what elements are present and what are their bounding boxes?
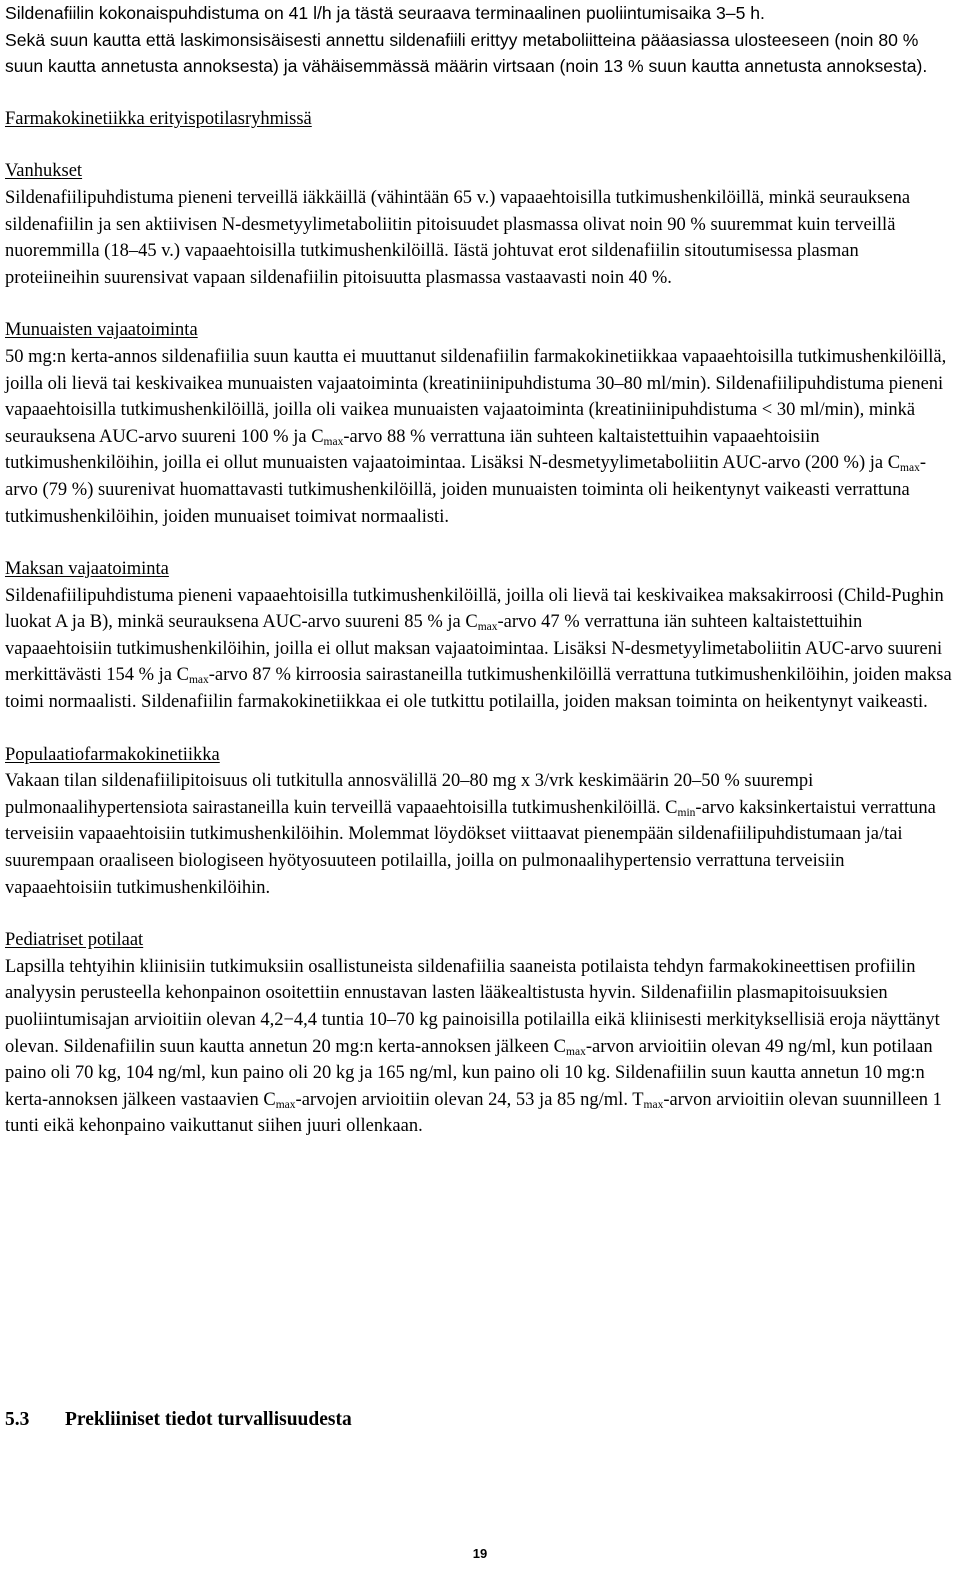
elderly-heading: Vanhukset [5, 161, 83, 182]
population-text-2: -arvo kaksinkertaistui verrattuna terveisiin vapaaehtoisiin tutkimushenkilöihin. Molemmat löydökset viittaavat pienempään sildenafiilipuhdistumaan ja/tai suurempaan oraaliseen biologiseen hyötyosuuteen potilailla, joilla on pulmonaalihypertensio verrattuna terveisiin vapaaehtoisiin tutkimushenkilöihin. [5, 797, 936, 898]
pediatric-text-2: -arvon arvioitiin olevan 49 ng/ml, kun potilaan paino oli 70 kg, 104 ng/ml, kun paino oli 20 kg ja 165 ng/ml, kun paino oli 10 kg. Sildenafiilin suun kautta annetun 10 mg:n kerta-annoksen jälkeen vastaavien C [5, 1036, 933, 1110]
section-title: Prekliiniset tiedot turvallisuudesta [65, 1409, 352, 1430]
special-groups-heading: Farmakokinetiikka erityispotilasryhmissä [5, 108, 312, 129]
population-heading: Populaatiofarmakokinetiikka [5, 744, 220, 765]
population-paragraph [5, 768, 955, 901]
pediatric-text-1: Lapsilla tehtyihin kliinisiin tutkimuksiin osallistuneista sildenafiilia saaneista potilaista tehdyn farmakokineettisen profiilin analyysin perusteella kehonpainon osoitettiin ennustavan lasten lääkealtistusta hyvin. Sildenafiilin plasmapitoisuuksien puoliintumisajan arvioitiin olevan 4,2−4,4 tuntia 10–70 kg painoisilla potilailla eikä kliinisesti merkityksellisiä eroja näyttänyt olevan. Sildenafiilin suun kautta annetun 20 mg:n kerta-annoksen jälkeen C [5, 956, 940, 1057]
elderly-paragraph: Sildenafiilipuhdistuma pieneni terveillä iäkkäillä (vähintään 65 v.) vapaaehtoisilla tutkimushenkilöillä, minkä seurauksena sildenafiilin ja sen aktiivisen N-desmetyylimetaboliitin pitoisuudet plasmassa olivat noin 90 % suuremmat kuin terveillä nuoremmilla (18–45 v.) vapaaehtoisilla tutkimushenkilöillä. Iästä johtuvat erot sildenafiilin sitoutumisessa plasman proteiineihin suurensivat vapaan sildenafiilin pitoisuutta plasmassa vastaavasti noin 40 %. [5, 187, 911, 288]
pediatric-sub-1: max [566, 1045, 586, 1058]
hepatic-text-2: -arvo 47 % verrattuna iän suhteen kaltaistettuihin vapaaehtoisiin tutkimushenkilöihin, joilla ei ollut maksan vajaatoimintaa. Lisäksi N-desmetyylimetaboliitin AUC-arvo suureni merkittävästi 154 % ja C [5, 612, 943, 686]
population-sub-1: min [677, 806, 696, 819]
renal-text-3: -arvo (79 %) suurenivat huomattavasti tutkimushenkilöillä, joiden munuaisten toiminta oli heikentynyt vaikeasti verrattuna tutkimushenkilöihin, joiden munuaiset toimivat normaalisti. [5, 453, 927, 527]
renal-sub-1: max [323, 435, 344, 448]
hepatic-text-3: -arvo 87 % kirroosia sairastaneilla tutkimushenkilöillä verrattuna tutkimushenkilöihin, joiden maksa toimi normaalisti. Sildenafiilin farmakokinetiikkaa ei ole tutkittu potilailla, joiden maksan toiminta on heikentynyt vaikeasti. [5, 665, 952, 713]
renal-heading: Munuaisten vajaatoiminta [5, 320, 198, 341]
pediatric-heading: Pediatriset potilaat [5, 930, 144, 951]
pediatric-sub-3: max [643, 1098, 664, 1111]
renal-sub-2: max [900, 462, 920, 475]
hepatic-sub-1: max [477, 621, 498, 634]
intro-sentence-2: Sekä suun kautta että laskimonsisäisesti annettu sildenafiili erittyy metaboliitteina pääasiassa ulosteeseen (noin 80 % suun kautta annetusta annoksesta) ja vähäisemmässä määrin virtsaan (noin 13 % suun kautta annetusta annoksesta). [5, 29, 928, 77]
section-number: 5.3 [5, 1409, 30, 1430]
pediatric-text-3: -arvojen arvioitiin olevan 24, 53 ja 85 ng/ml. T [295, 1089, 644, 1110]
hepatic-paragraph [5, 583, 955, 716]
intro-paragraph [5, 0, 955, 80]
section-heading [5, 1409, 352, 1431]
renal-text-2: -arvo 88 % verrattuna iän suhteen kaltaistettuihin vapaaehtoisiin tutkimushenkilöihin, joilla ei ollut munuaisten vajaatoimintaa. Lisäksi N-desmetyylimetaboliitin AUC-arvo (200 %) ja C [5, 426, 901, 474]
pediatric-text-4: -arvon arvioitiin olevan suunnilleen 1 tunti eikä kehonpaino vaikuttanut siihen juuri ollenkaan. [5, 1089, 942, 1137]
pediatric-sub-2: max [275, 1098, 296, 1111]
hepatic-heading: Maksan vajaatoiminta [5, 559, 169, 580]
renal-text-1: 50 mg:n kerta-annos sildenafiilia suun kautta ei muuttanut sildenafiilin farmakokinetiikkaa vapaaehtoisilla tutkimushenkilöillä, joilla oli lievä tai keskivaikea munuaisten vajaatoiminta (kreatiniinipuhdistuma 30–80 ml/min). Sildenafiilipuhdistuma pieneni vapaaehtoisilla tutkimushenkilöillä, joilla oli vaikea munuaisten vajaatoiminta (kreatiniinipuhdistuma < 30 ml/min), minkä seurauksena AUC-arvo suureni 100 % ja C [5, 346, 947, 447]
renal-paragraph [5, 344, 955, 530]
page-number: 19 [472, 1546, 488, 1561]
population-text-1: Vakaan tilan sildenafiilipitoisuus oli tutkitulla annosvälillä 20–80 mg x 3/vrk keskimäärin 20–50 % suurempi pulmonaalihypertensiota sairastaneilla kuin terveillä vapaaehtoisilla tutkimushenkilöillä. C [5, 771, 814, 818]
hepatic-sub-2: max [188, 674, 209, 687]
document-page [5, 0, 955, 1140]
pediatric-paragraph [5, 954, 955, 1140]
intro-sentence-1: Sildenafiilin kokonaispuhdistuma on 41 l/h ja tästä seuraava terminaalinen puoliintumisaika 3–5 h. [5, 3, 765, 23]
hepatic-text-1: Sildenafiilipuhdistuma pieneni vapaaehtoisilla tutkimushenkilöillä, joilla oli lievä tai keskivaikea maksakirroosi (Child-Pughin luokat A ja B), minkä seurauksena AUC-arvo suureni 85 % ja C [5, 585, 944, 633]
